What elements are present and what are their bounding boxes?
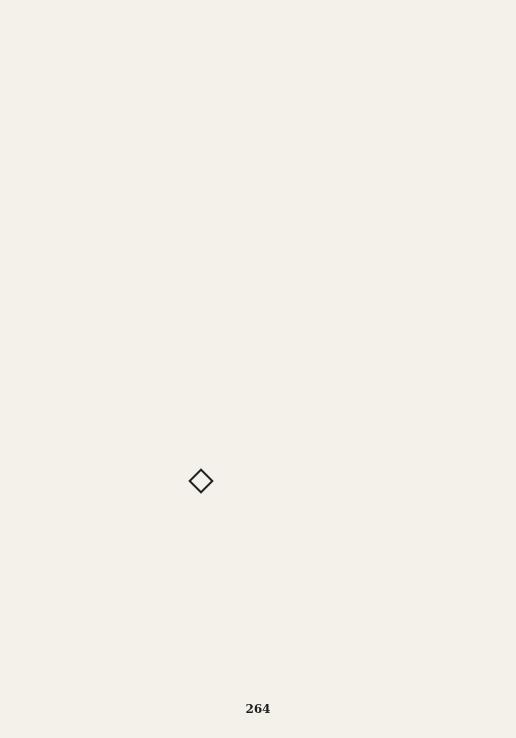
section-heading-area [28,376,224,686]
upper-tier-text [24,24,492,344]
lower-tier-text [222,372,492,692]
upper-tier [24,24,492,344]
diamond-icon [188,468,213,493]
page-number: 264 [245,702,271,716]
